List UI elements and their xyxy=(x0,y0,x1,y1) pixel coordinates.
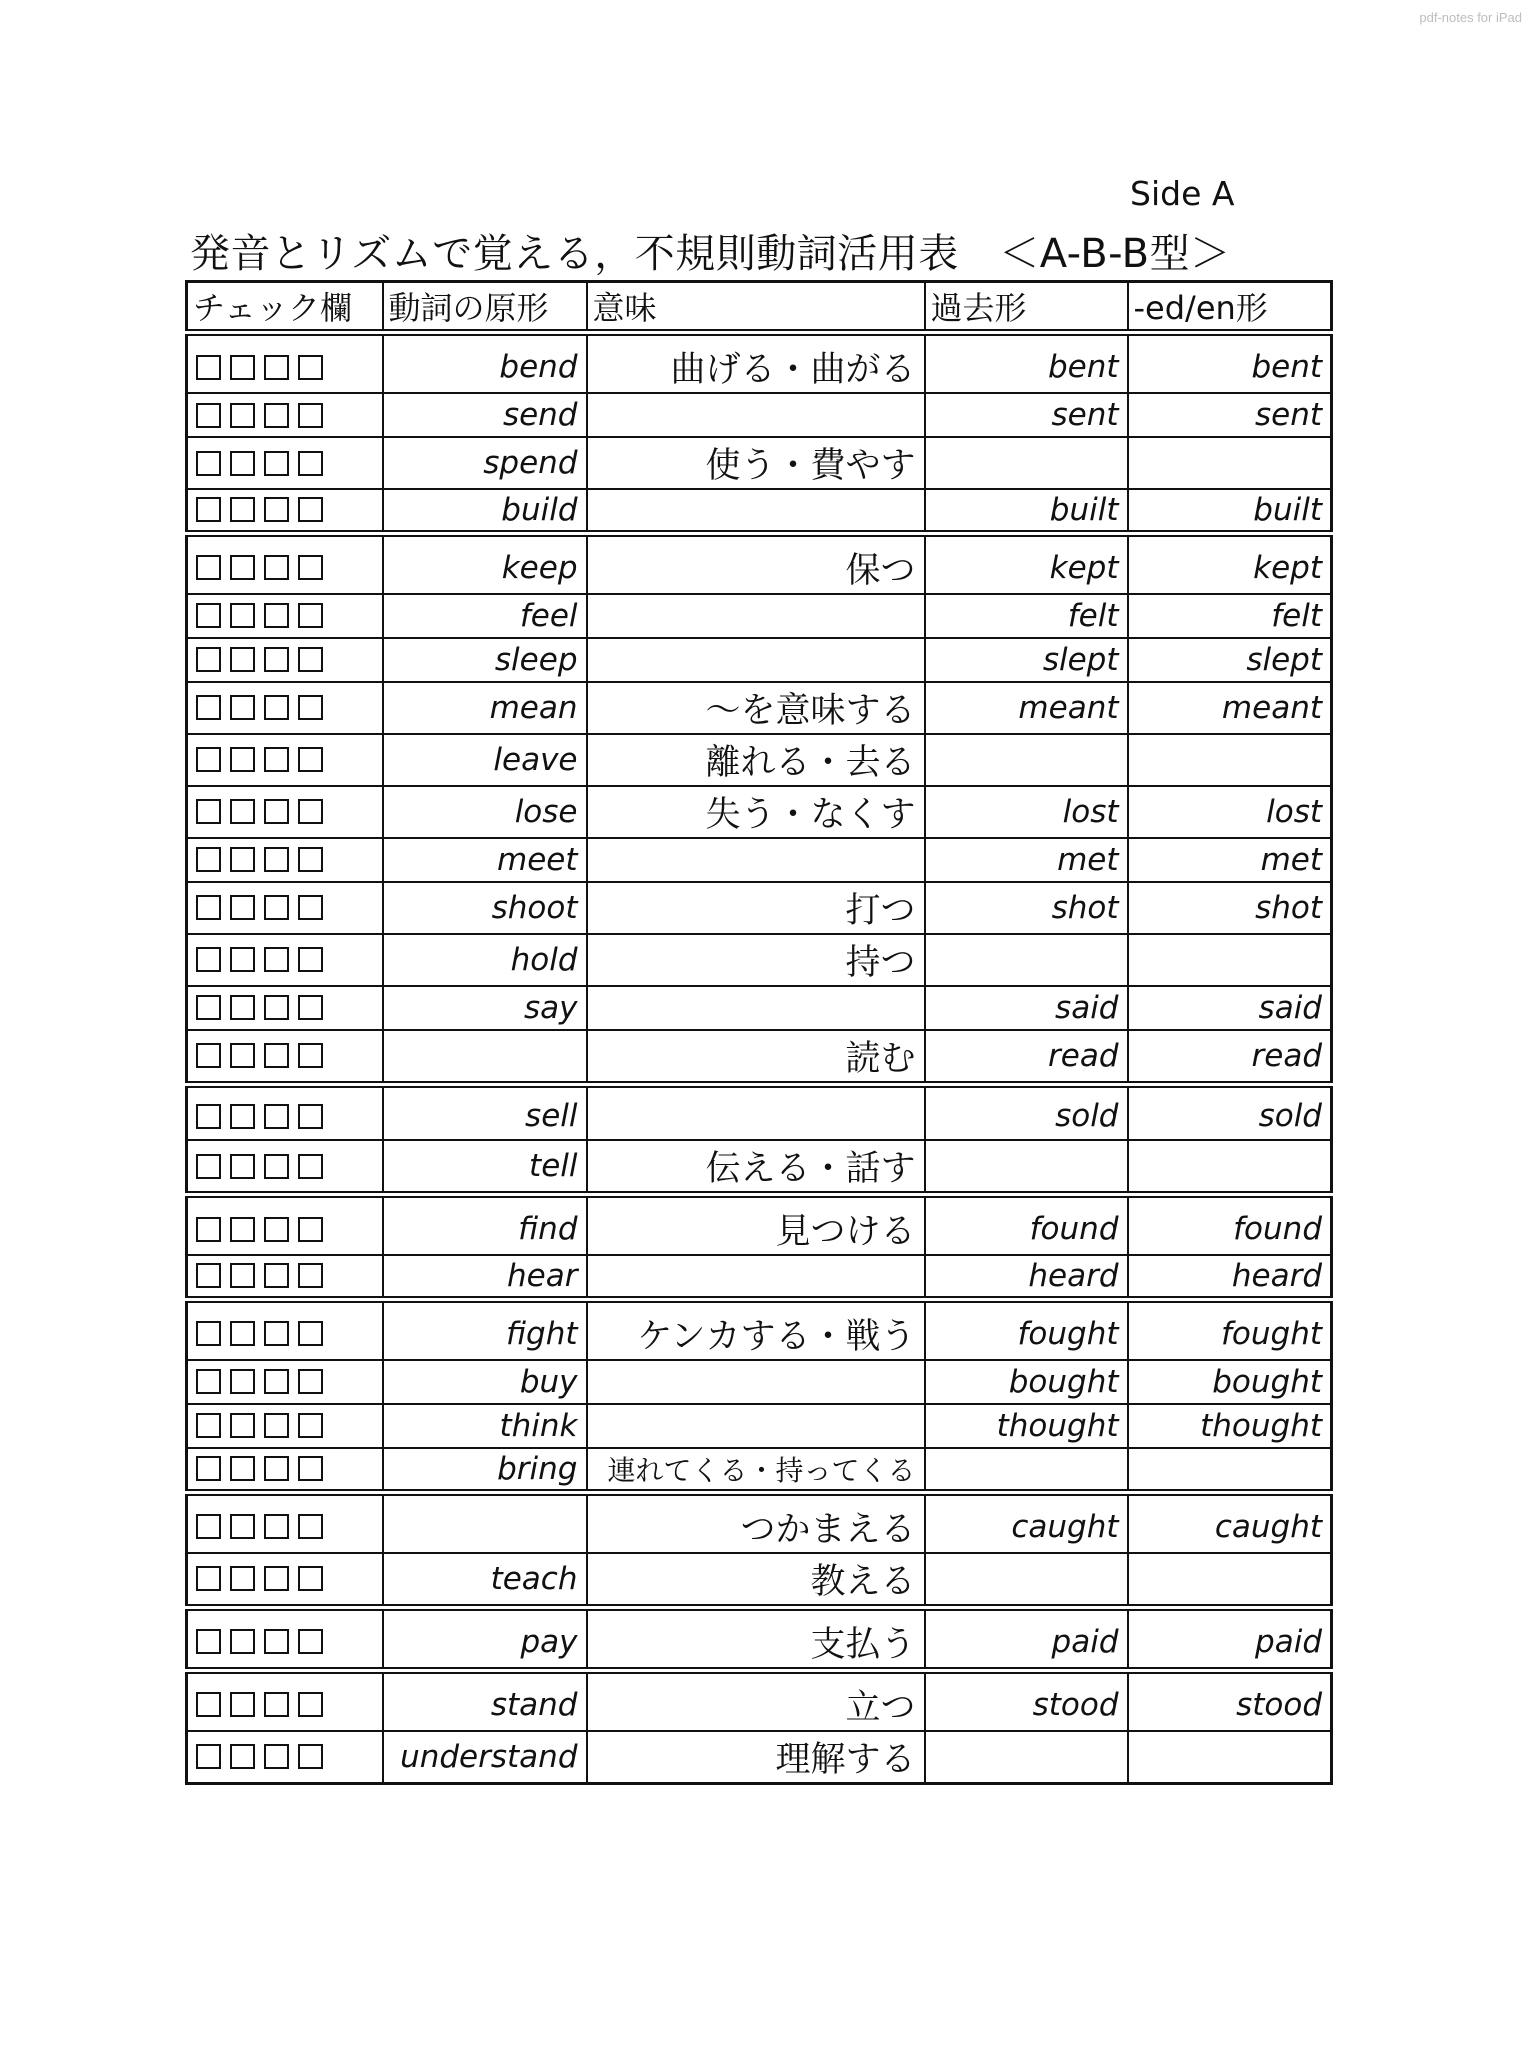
checkbox[interactable] xyxy=(196,403,221,428)
participle-cell: sold xyxy=(1128,1084,1332,1140)
base-form-cell: keep xyxy=(383,533,587,594)
meaning-cell xyxy=(587,594,925,638)
past-form-cell: found xyxy=(925,1195,1128,1256)
table-row xyxy=(187,1360,1332,1404)
past-form-cell xyxy=(925,934,1128,986)
participle-cell: fought xyxy=(1128,1299,1332,1360)
checkbox[interactable] xyxy=(264,1692,289,1717)
meaning-cell: ～を意味する xyxy=(587,682,925,734)
participle-cell: shot xyxy=(1128,882,1332,934)
check-cell xyxy=(187,489,383,533)
irregular-verb-table xyxy=(185,280,1333,1785)
participle-cell xyxy=(1128,1553,1332,1608)
meaning-cell: 読む xyxy=(587,1030,925,1085)
past-form-cell: meant xyxy=(925,682,1128,734)
past-form-cell xyxy=(925,1553,1128,1608)
participle-cell xyxy=(1128,1731,1332,1784)
header-participle: -ed/en形 xyxy=(1128,282,1332,333)
checkbox[interactable] xyxy=(298,747,323,772)
base-form-cell: send xyxy=(383,393,587,437)
page-title: 発音とリズムで覚える，不規則動詞活用表 ＜A-B-B型＞ xyxy=(190,231,1231,277)
past-form-cell xyxy=(925,1140,1128,1195)
checkbox[interactable] xyxy=(298,451,323,476)
participle-cell: slept xyxy=(1128,638,1332,682)
participle-cell: thought xyxy=(1128,1404,1332,1448)
table-row xyxy=(187,393,1332,437)
table-row xyxy=(187,986,1332,1030)
meaning-cell xyxy=(587,489,925,533)
table-row xyxy=(187,533,1332,594)
participle-cell: met xyxy=(1128,838,1332,882)
base-form-cell: find xyxy=(383,1195,587,1256)
meaning-cell: 打つ xyxy=(587,882,925,934)
side-label: Side A xyxy=(1130,174,1235,213)
checkbox[interactable] xyxy=(196,555,221,580)
participle-cell: felt xyxy=(1128,594,1332,638)
checkbox[interactable] xyxy=(298,995,323,1020)
table-row xyxy=(187,638,1332,682)
check-cell xyxy=(187,1084,383,1140)
check-cell xyxy=(187,333,383,394)
checkbox[interactable] xyxy=(264,647,289,672)
table-row xyxy=(187,1140,1332,1195)
meaning-cell xyxy=(587,1360,925,1404)
participle-cell: paid xyxy=(1128,1607,1332,1670)
checkbox[interactable] xyxy=(298,1321,323,1346)
table-row xyxy=(187,437,1332,489)
meaning-cell: 離れる・去る xyxy=(587,734,925,786)
checkbox[interactable] xyxy=(264,451,289,476)
table-row xyxy=(187,1299,1332,1360)
checkbox[interactable] xyxy=(230,1413,255,1438)
checkbox[interactable] xyxy=(264,1413,289,1438)
meaning-cell: 使う・費やす xyxy=(587,437,925,489)
checkbox[interactable] xyxy=(298,1566,323,1591)
checkbox[interactable] xyxy=(230,1514,255,1539)
table-body xyxy=(187,333,1332,1784)
base-form-cell: bend xyxy=(383,333,587,394)
checkbox[interactable] xyxy=(264,1263,289,1288)
table-row xyxy=(187,1255,1332,1299)
base-form-cell: understand xyxy=(383,1731,587,1784)
check-cell xyxy=(187,1255,383,1299)
participle-cell: meant xyxy=(1128,682,1332,734)
checkbox[interactable] xyxy=(230,1566,255,1591)
check-cell xyxy=(187,1195,383,1256)
meaning-cell: 見つける xyxy=(587,1195,925,1256)
past-form-cell: lost xyxy=(925,786,1128,838)
past-form-cell: sent xyxy=(925,393,1128,437)
checkbox[interactable] xyxy=(264,1104,289,1129)
base-form-cell: say xyxy=(383,986,587,1030)
meaning-cell: 保つ xyxy=(587,533,925,594)
participle-cell: sent xyxy=(1128,393,1332,437)
participle-cell: stood xyxy=(1128,1670,1332,1731)
past-form-cell xyxy=(925,1448,1128,1493)
header-check: チェック欄 xyxy=(187,282,383,333)
check-cell xyxy=(187,734,383,786)
checkbox[interactable] xyxy=(298,1629,323,1654)
base-form-cell: feel xyxy=(383,594,587,638)
checkbox[interactable] xyxy=(264,1154,289,1179)
checkbox[interactable] xyxy=(298,1456,323,1481)
past-form-cell xyxy=(925,734,1128,786)
meaning-cell: 曲げる・曲がる xyxy=(587,333,925,394)
base-form-cell: tell xyxy=(383,1140,587,1195)
base-form-cell: stand xyxy=(383,1670,587,1731)
check-cell xyxy=(187,393,383,437)
base-form-cell: hear xyxy=(383,1255,587,1299)
table-row xyxy=(187,1195,1332,1256)
checkbox[interactable] xyxy=(196,747,221,772)
checkbox[interactable] xyxy=(264,1456,289,1481)
table-row xyxy=(187,838,1332,882)
check-cell xyxy=(187,934,383,986)
header-meaning: 意味 xyxy=(587,282,925,333)
checkbox[interactable] xyxy=(196,1154,221,1179)
checkbox[interactable] xyxy=(196,355,221,380)
table-row xyxy=(187,1084,1332,1140)
checkbox[interactable] xyxy=(230,647,255,672)
check-cell xyxy=(187,1553,383,1608)
past-form-cell: kept xyxy=(925,533,1128,594)
checkbox[interactable] xyxy=(298,647,323,672)
checkbox[interactable] xyxy=(196,1629,221,1654)
table-row xyxy=(187,934,1332,986)
checkbox[interactable] xyxy=(230,555,255,580)
check-cell xyxy=(187,1607,383,1670)
meaning-cell xyxy=(587,638,925,682)
checkbox[interactable] xyxy=(196,1692,221,1717)
check-cell xyxy=(187,986,383,1030)
participle-cell xyxy=(1128,437,1332,489)
checkbox[interactable] xyxy=(264,603,289,628)
checkbox[interactable] xyxy=(298,1744,323,1769)
table-row xyxy=(187,1030,1332,1085)
check-cell xyxy=(187,1360,383,1404)
table-row xyxy=(187,1731,1332,1784)
past-form-cell: bent xyxy=(925,333,1128,394)
checkbox[interactable] xyxy=(230,1043,255,1068)
checkbox[interactable] xyxy=(230,695,255,720)
base-form-cell: shoot xyxy=(383,882,587,934)
checkbox[interactable] xyxy=(264,403,289,428)
check-cell xyxy=(187,1731,383,1784)
checkbox[interactable] xyxy=(264,847,289,872)
checkbox[interactable] xyxy=(298,403,323,428)
table-row xyxy=(187,882,1332,934)
table-row xyxy=(187,734,1332,786)
checkbox[interactable] xyxy=(196,1744,221,1769)
base-form-cell: sell xyxy=(383,1084,587,1140)
checkbox[interactable] xyxy=(230,1744,255,1769)
checkbox[interactable] xyxy=(298,1263,323,1288)
checkbox[interactable] xyxy=(196,603,221,628)
checkbox[interactable] xyxy=(298,1104,323,1129)
checkbox[interactable] xyxy=(264,947,289,972)
participle-cell: lost xyxy=(1128,786,1332,838)
participle-cell: heard xyxy=(1128,1255,1332,1299)
check-cell xyxy=(187,786,383,838)
base-form-cell: hold xyxy=(383,934,587,986)
checkbox[interactable] xyxy=(298,497,323,522)
checkbox[interactable] xyxy=(298,947,323,972)
table-row xyxy=(187,333,1332,394)
checkbox[interactable] xyxy=(196,1104,221,1129)
checkbox[interactable] xyxy=(230,847,255,872)
checkbox[interactable] xyxy=(264,1043,289,1068)
checkbox[interactable] xyxy=(230,1321,255,1346)
checkbox[interactable] xyxy=(264,555,289,580)
check-cell xyxy=(187,638,383,682)
meaning-cell: 持つ xyxy=(587,934,925,986)
past-form-cell: slept xyxy=(925,638,1128,682)
checkbox[interactable] xyxy=(230,1154,255,1179)
checkbox[interactable] xyxy=(298,1043,323,1068)
base-form-cell: pay xyxy=(383,1607,587,1670)
checkbox[interactable] xyxy=(230,451,255,476)
checkbox[interactable] xyxy=(264,1744,289,1769)
checkbox[interactable] xyxy=(230,1629,255,1654)
past-form-cell xyxy=(925,437,1128,489)
checkbox[interactable] xyxy=(264,355,289,380)
base-form-cell: meet xyxy=(383,838,587,882)
checkbox[interactable] xyxy=(298,695,323,720)
past-form-cell: felt xyxy=(925,594,1128,638)
checkbox[interactable] xyxy=(298,799,323,824)
base-form-cell: buy xyxy=(383,1360,587,1404)
checkbox[interactable] xyxy=(298,895,323,920)
base-form-cell: leave xyxy=(383,734,587,786)
participle-cell: built xyxy=(1128,489,1332,533)
table-row xyxy=(187,1404,1332,1448)
checkbox[interactable] xyxy=(230,1456,255,1481)
check-cell xyxy=(187,1670,383,1731)
checkbox[interactable] xyxy=(264,799,289,824)
checkbox[interactable] xyxy=(264,995,289,1020)
checkbox[interactable] xyxy=(230,403,255,428)
base-form-cell: think xyxy=(383,1404,587,1448)
meaning-cell xyxy=(587,1084,925,1140)
check-cell xyxy=(187,533,383,594)
participle-cell xyxy=(1128,934,1332,986)
meaning-cell: 教える xyxy=(587,1553,925,1608)
table-row xyxy=(187,682,1332,734)
meaning-cell xyxy=(587,393,925,437)
checkbox[interactable] xyxy=(196,947,221,972)
checkbox[interactable] xyxy=(264,1369,289,1394)
checkbox[interactable] xyxy=(264,1629,289,1654)
meaning-cell xyxy=(587,986,925,1030)
checkbox[interactable] xyxy=(298,1217,323,1242)
checkbox[interactable] xyxy=(264,1217,289,1242)
base-form-cell xyxy=(383,1030,587,1085)
base-form-cell: fight xyxy=(383,1299,587,1360)
table-row xyxy=(187,1492,1332,1553)
check-cell xyxy=(187,1404,383,1448)
base-form-cell: spend xyxy=(383,437,587,489)
base-form-cell xyxy=(383,1492,587,1553)
checkbox[interactable] xyxy=(230,1104,255,1129)
participle-cell: caught xyxy=(1128,1492,1332,1553)
participle-cell: said xyxy=(1128,986,1332,1030)
meaning-cell xyxy=(587,838,925,882)
check-cell xyxy=(187,594,383,638)
participle-cell: bought xyxy=(1128,1360,1332,1404)
checkbox[interactable] xyxy=(230,747,255,772)
table-row xyxy=(187,1607,1332,1670)
check-cell xyxy=(187,1448,383,1493)
base-form-cell: build xyxy=(383,489,587,533)
past-form-cell: said xyxy=(925,986,1128,1030)
checkbox[interactable] xyxy=(298,847,323,872)
checkbox[interactable] xyxy=(230,799,255,824)
meaning-cell xyxy=(587,1404,925,1448)
check-cell xyxy=(187,1140,383,1195)
check-cell xyxy=(187,882,383,934)
checkbox[interactable] xyxy=(230,947,255,972)
table-row xyxy=(187,489,1332,533)
checkbox[interactable] xyxy=(196,1321,221,1346)
app-watermark: pdf-notes for iPad xyxy=(1419,10,1522,25)
checkbox[interactable] xyxy=(298,1154,323,1179)
checkbox[interactable] xyxy=(196,1566,221,1591)
table-row xyxy=(187,594,1332,638)
checkbox[interactable] xyxy=(298,1514,323,1539)
base-form-cell: lose xyxy=(383,786,587,838)
checkbox[interactable] xyxy=(196,1369,221,1394)
checkbox[interactable] xyxy=(264,895,289,920)
past-form-cell xyxy=(925,1731,1128,1784)
participle-cell: found xyxy=(1128,1195,1332,1256)
past-form-cell: sold xyxy=(925,1084,1128,1140)
past-form-cell: paid xyxy=(925,1607,1128,1670)
checkbox[interactable] xyxy=(196,1217,221,1242)
base-form-cell: bring xyxy=(383,1448,587,1493)
check-cell xyxy=(187,1030,383,1085)
checkbox[interactable] xyxy=(196,1456,221,1481)
past-form-cell: built xyxy=(925,489,1128,533)
past-form-cell: fought xyxy=(925,1299,1128,1360)
checkbox[interactable] xyxy=(196,1413,221,1438)
checkbox[interactable] xyxy=(298,355,323,380)
base-form-cell: teach xyxy=(383,1553,587,1608)
checkbox[interactable] xyxy=(196,695,221,720)
table-header-row xyxy=(187,282,1332,333)
checkbox[interactable] xyxy=(196,995,221,1020)
past-form-cell: met xyxy=(925,838,1128,882)
participle-cell: bent xyxy=(1128,333,1332,394)
meaning-cell xyxy=(587,1255,925,1299)
table-row xyxy=(187,1670,1332,1731)
past-form-cell: shot xyxy=(925,882,1128,934)
participle-cell xyxy=(1128,734,1332,786)
past-form-cell: bought xyxy=(925,1360,1128,1404)
checkbox[interactable] xyxy=(230,1369,255,1394)
checkbox[interactable] xyxy=(298,1413,323,1438)
table-row xyxy=(187,1553,1332,1608)
participle-cell: kept xyxy=(1128,533,1332,594)
header-past: 過去形 xyxy=(925,282,1128,333)
past-form-cell: read xyxy=(925,1030,1128,1085)
checkbox[interactable] xyxy=(230,355,255,380)
check-cell xyxy=(187,682,383,734)
checkbox[interactable] xyxy=(230,497,255,522)
checkbox[interactable] xyxy=(230,895,255,920)
table-row xyxy=(187,786,1332,838)
past-form-cell: caught xyxy=(925,1492,1128,1553)
check-cell xyxy=(187,1492,383,1553)
checkbox[interactable] xyxy=(196,895,221,920)
meaning-cell: 理解する xyxy=(587,1731,925,1784)
checkbox[interactable] xyxy=(196,497,221,522)
checkbox[interactable] xyxy=(230,603,255,628)
checkbox[interactable] xyxy=(298,555,323,580)
checkbox[interactable] xyxy=(264,497,289,522)
base-form-cell: mean xyxy=(383,682,587,734)
checkbox[interactable] xyxy=(264,1321,289,1346)
table-row xyxy=(187,1448,1332,1493)
checkbox[interactable] xyxy=(230,995,255,1020)
checkbox[interactable] xyxy=(196,1043,221,1068)
participle-cell xyxy=(1128,1140,1332,1195)
meaning-cell: つかまえる xyxy=(587,1492,925,1553)
checkbox[interactable] xyxy=(230,1217,255,1242)
checkbox[interactable] xyxy=(196,847,221,872)
meaning-cell: 連れてくる・持ってくる xyxy=(587,1448,925,1493)
check-cell xyxy=(187,1299,383,1360)
checkbox[interactable] xyxy=(298,1369,323,1394)
checkbox[interactable] xyxy=(264,1566,289,1591)
meaning-cell: ケンカする・戦う xyxy=(587,1299,925,1360)
past-form-cell: thought xyxy=(925,1404,1128,1448)
base-form-cell: sleep xyxy=(383,638,587,682)
past-form-cell: stood xyxy=(925,1670,1128,1731)
meaning-cell: 立つ xyxy=(587,1670,925,1731)
past-form-cell: heard xyxy=(925,1255,1128,1299)
checkbox[interactable] xyxy=(264,747,289,772)
checkbox[interactable] xyxy=(196,451,221,476)
checkbox[interactable] xyxy=(196,647,221,672)
header-base-form: 動詞の原形 xyxy=(383,282,587,333)
checkbox[interactable] xyxy=(298,1692,323,1717)
meaning-cell: 支払う xyxy=(587,1607,925,1670)
participle-cell xyxy=(1128,1448,1332,1493)
check-cell xyxy=(187,437,383,489)
check-cell xyxy=(187,838,383,882)
meaning-cell: 伝える・話す xyxy=(587,1140,925,1195)
checkbox[interactable] xyxy=(230,1263,255,1288)
participle-cell: read xyxy=(1128,1030,1332,1085)
checkbox[interactable] xyxy=(264,695,289,720)
checkbox[interactable] xyxy=(230,1692,255,1717)
checkbox[interactable] xyxy=(298,603,323,628)
meaning-cell: 失う・なくす xyxy=(587,786,925,838)
checkbox[interactable] xyxy=(196,1263,221,1288)
checkbox[interactable] xyxy=(264,1514,289,1539)
checkbox[interactable] xyxy=(196,799,221,824)
checkbox[interactable] xyxy=(196,1514,221,1539)
